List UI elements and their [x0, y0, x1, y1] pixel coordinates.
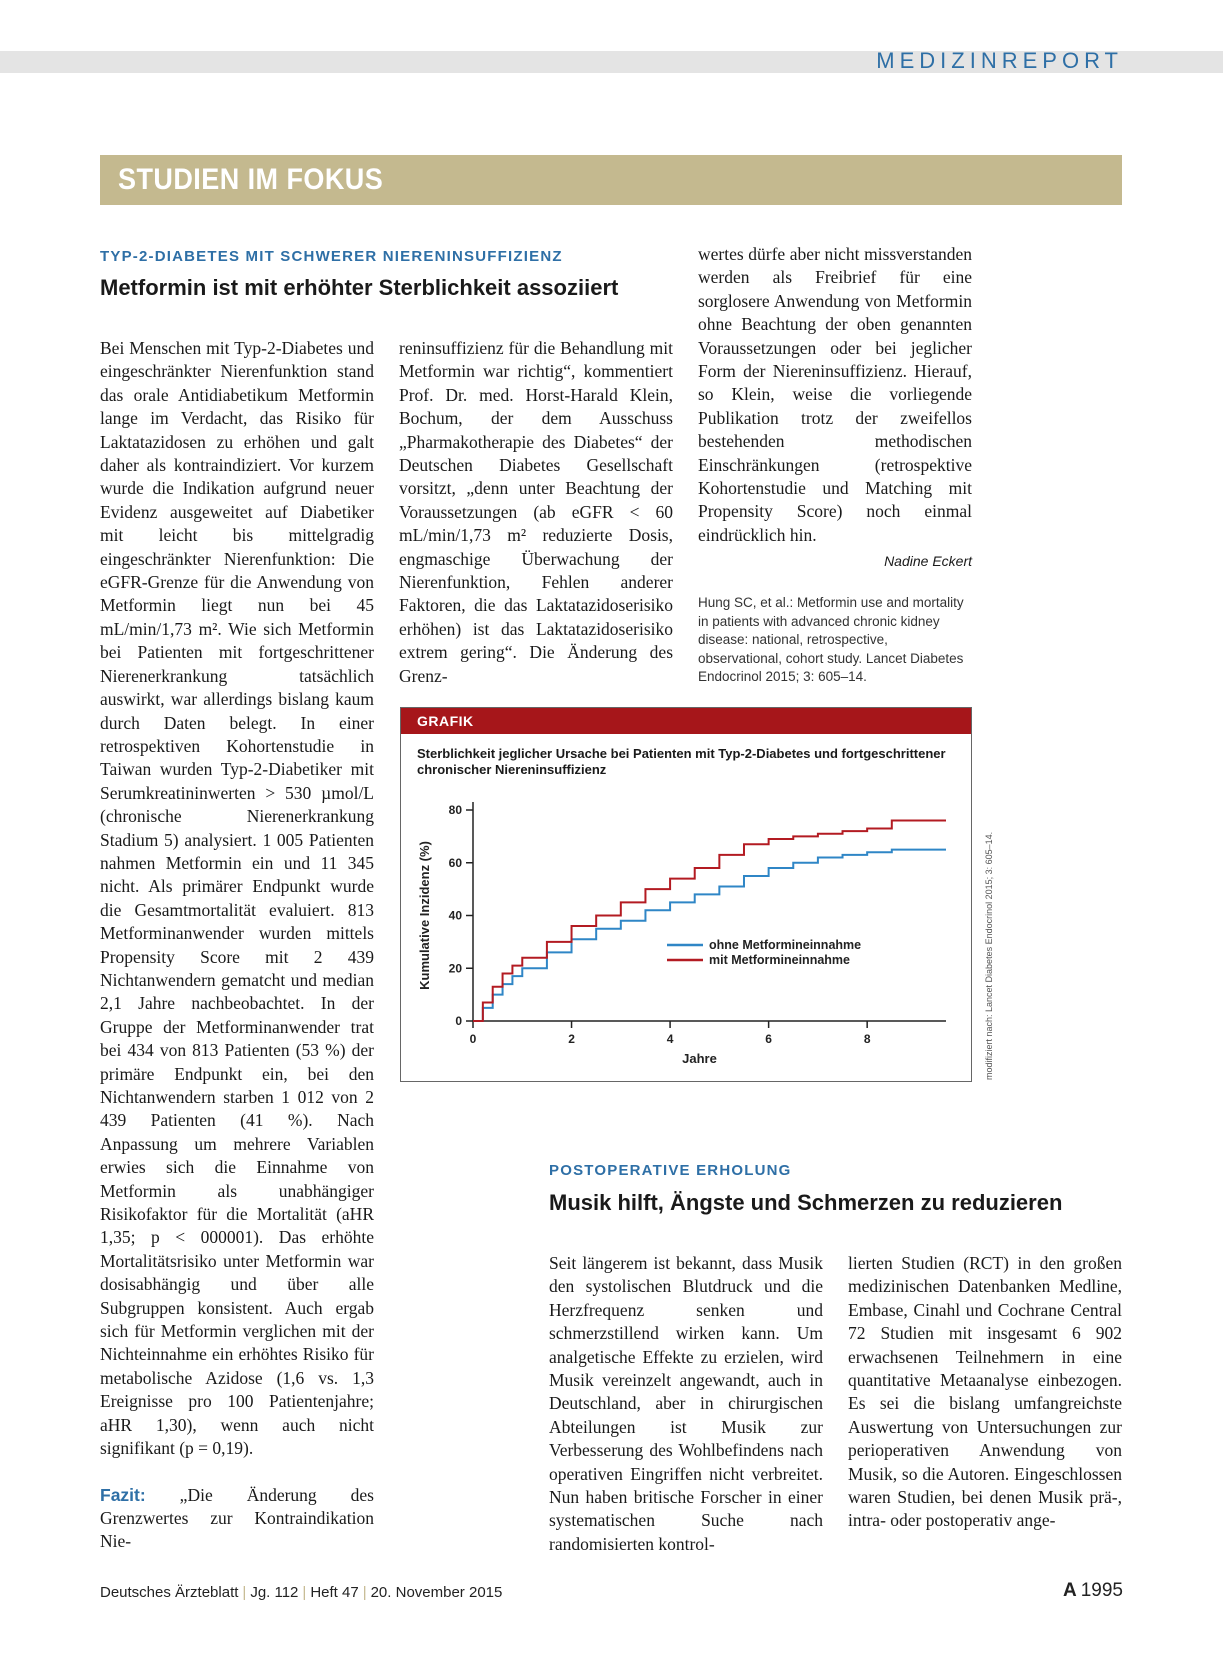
footer-date: 20. November 2015: [370, 1584, 503, 1601]
section-banner: [100, 155, 1122, 205]
x-tick-label: 4: [666, 1032, 674, 1046]
article1-kicker: TYP-2-DIABETES MIT SCHWERER NIERENINSUFFIZIENZ: [100, 248, 563, 265]
page-number: [1063, 1580, 1123, 1602]
x-axis-label: Jahre: [682, 1051, 717, 1066]
article1-author: Nadine Eckert: [884, 553, 972, 569]
legend-label: ohne Metformineinnahme: [709, 938, 862, 952]
section-label: MEDIZINREPORT: [876, 48, 1123, 73]
page-prefix: A: [1062, 1580, 1077, 1601]
y-tick-label: 80: [448, 803, 462, 817]
y-tick-label: 60: [448, 855, 462, 870]
article1-column-3: [698, 243, 972, 547]
article1-headline: Metformin ist mit erhöhter Sterblichkeit assoziiert: [100, 275, 619, 300]
article1-reference: Hung SC, et al.: Metformin use and mortality in patients with advanced chronic kidney disease: national, retrospective, observational, cohort study. Lancet Diabetes Endocrinol 2015; 3: 605–14.: [698, 595, 964, 684]
article2-col2-text: lierten Studien (RCT) in den großen medizinischen Datenbanken Medline, Embase, Cinahl und Cochrane Central 72 Studien mit insgesamt 6 902 erwachsenen Teilnehmern in eine quantitative Metaanalyse einbezogen. Es sei die bislang umfangreichste Auswertung von Untersuchungen zur perioperativen Anwendung von Musik, so die Autoren. Eingeschlossen waren Studien, bei denen Musik prä-, intra- oder postoperativ ange-: [848, 1253, 1122, 1531]
page-footer: Deutsches Ärzteblatt | Jg. 112 | Heft 47 | 20. November 2015: [100, 1584, 503, 1601]
figure-credit: modifiziert nach: Lancet Diabetes Endocrinol 2015; 3: 605–14.: [984, 831, 994, 1080]
article2-column-2: [848, 1252, 1122, 1533]
footer-journal: Deutsches Ärzteblatt: [100, 1584, 239, 1601]
footer-issue: Heft 47: [310, 1584, 359, 1601]
figure-title: Sterblichkeit jeglicher Ursache bei Patienten mit Typ-2-Diabetes und fortgeschrittener chronischer Niereninsuffizienz: [417, 746, 946, 777]
series-line-mit-metformin: [473, 821, 946, 1021]
survival-chart: [401, 708, 971, 1081]
series-line-ohne-metformin: [473, 850, 946, 1021]
fazit-label: Fazit:: [100, 1484, 146, 1505]
article2-col1-text: Seit längerem ist bekannt, dass Musik den systolischen Blutdruck und die Herzfrequenz senken und schmerzstillend wirken kann. Um analgetische Effekte zu erzielen, wird Musik vereinzelt angewandt, auch in Deutschland, aber in chirurgischen Abteilungen ist Musik zur Verbesserung des Wohlbefindens nach operativen Eingriffen nicht verbreitet. Nun haben britische Forscher in einer systematischen Suche nach randomisierten kontrol-: [549, 1253, 823, 1554]
legend-label: mit Metformineinnahme: [709, 953, 850, 967]
article2-column-1: [549, 1252, 823, 1556]
y-tick-label: 20: [448, 961, 462, 976]
article2-headline: Musik hilft, Ängste und Schmerzen zu reduzieren: [549, 1190, 1063, 1215]
page-number-value: 1995: [1080, 1580, 1123, 1601]
article2-kicker: POSTOPERATIVE ERHOLUNG: [549, 1162, 792, 1179]
banner-title: STUDIEN IM FOKUS: [118, 163, 384, 196]
fazit-text: „Die Änderung des Grenzwertes zur Kontraindikation Nie-: [100, 1484, 374, 1552]
x-tick-label: 2: [568, 1032, 575, 1046]
y-tick-label: 40: [448, 908, 462, 923]
article1-col3-text: wertes dürfe aber nicht missverstanden werden als Freibrief für eine sorglosere Anwendung von Metformin ohne Beachtung der oben genannten Voraussetzungen oder bei jeglicher Form der Niereninsuffizienz. Hierauf, so Klein, weise die vorliegende Publikation trotz der zweifellos bestehenden methodischen Einschränkungen (retrospektive Kohortenstudie und Matching mit Propensity Score) noch einmal eindrücklich hin.: [698, 244, 972, 545]
y-tick-label: 0: [455, 1014, 462, 1028]
x-tick-label: 0: [469, 1032, 477, 1046]
x-tick-label: 8: [863, 1032, 871, 1046]
y-axis-label: Kumulative Inzidenz (%): [417, 841, 432, 990]
article1-col2-text: reninsuffizienz für die Behandlung mit Metformin war richtig“, kommentiert Prof. Dr. med. Horst-Harald Klein, Bochum, der dem Ausschuss „Pharmakotherapie des Diabetes“ der Deutschen Diabetes Gesellschaft vorsitzt, „denn unter Beachtung der Voraussetzungen (ab eGFR < 60 mL/min/1,73 m² reduzierte Dosis, engmaschige Überwachung der Nierenfunktion, Fehlen anderer Faktoren, die das Laktatazidoserisiko erhöhen) ist das Laktatazidoserisiko extrem gering“. Die Änderung des Grenz-: [399, 338, 673, 686]
article1-col1-text: Bei Menschen mit Typ-2-Diabetes und eingeschränkter Nierenfunktion stand das orale Antidiabetikum Metformin lange im Verdacht, das Risiko für Laktatazidosen zu erhöhen und galt daher als kontraindiziert. Vor kurzem wurde die Indikation aufgrund neuer Evidenz ausgeweitet auf Diabetiker mit leicht bis mittelgradig eingeschränkter Nierenfunktion: Die eGFR-Grenze für die Anwendung von Metformin liegt nun bei 45 mL/min/1,73 m². Wie sich Metformin bei Patienten mit fortgeschrittener Nierenerkrankung tatsächlich auswirkt, war allerdings bislang kaum durch Daten belegt. In einer retrospektiven Kohortenstudie in Taiwan wurden Typ-2-Diabetiker mit Serumkreatininwerten > 530 µmol/L (chronische Nierenerkrankung Stadium 5) analysiert. 1 005 Patienten nahmen Metformin ein und 11 345 nicht. Als primärer Endpunkt wurde die Gesamtmortalität evaluiert. 813 Metforminanwender wurden mittels Propensity Score mit 2 439 Nichtanwendern gematcht und median 2,1 Jahre nachbeobachtet. In der Gruppe der Metforminanwender trat bei 434 von 813 Patienten (53 %) der primäre Endpunkt ein, bei den Nichtanwendern starben 1 012 von 2 439 Patienten (41 %). Nach Anpassung um mehrere Variablen erwies sich die Einnahme von Metformin als unabhängiger Risikofaktor für die Mortalität (aHR 1,35; p < 000001). Das erhöhte Mortalitätsrisiko unter Metformin war dosisabhängig und über alle Subgruppen konsistent. Auch ergab sich für Metformin verglichen mit der Nichteinnahme ein erhöhtes Risiko für metabolische Azidose (1,6 vs. 1,3 Ereignisse pro 100 Patientenjahre; aHR 1,30), wenn auch nicht signifikant (p = 0,19).: [100, 338, 374, 1459]
figure-label: GRAFIK: [417, 713, 474, 729]
figure-box: [400, 707, 972, 1082]
x-tick-label: 6: [765, 1032, 772, 1046]
article1-column-1: [100, 337, 374, 1554]
article1-column-2: [399, 337, 673, 688]
fazit-paragraph: [100, 1484, 374, 1554]
footer-volume: Jg. 112: [250, 1584, 299, 1601]
